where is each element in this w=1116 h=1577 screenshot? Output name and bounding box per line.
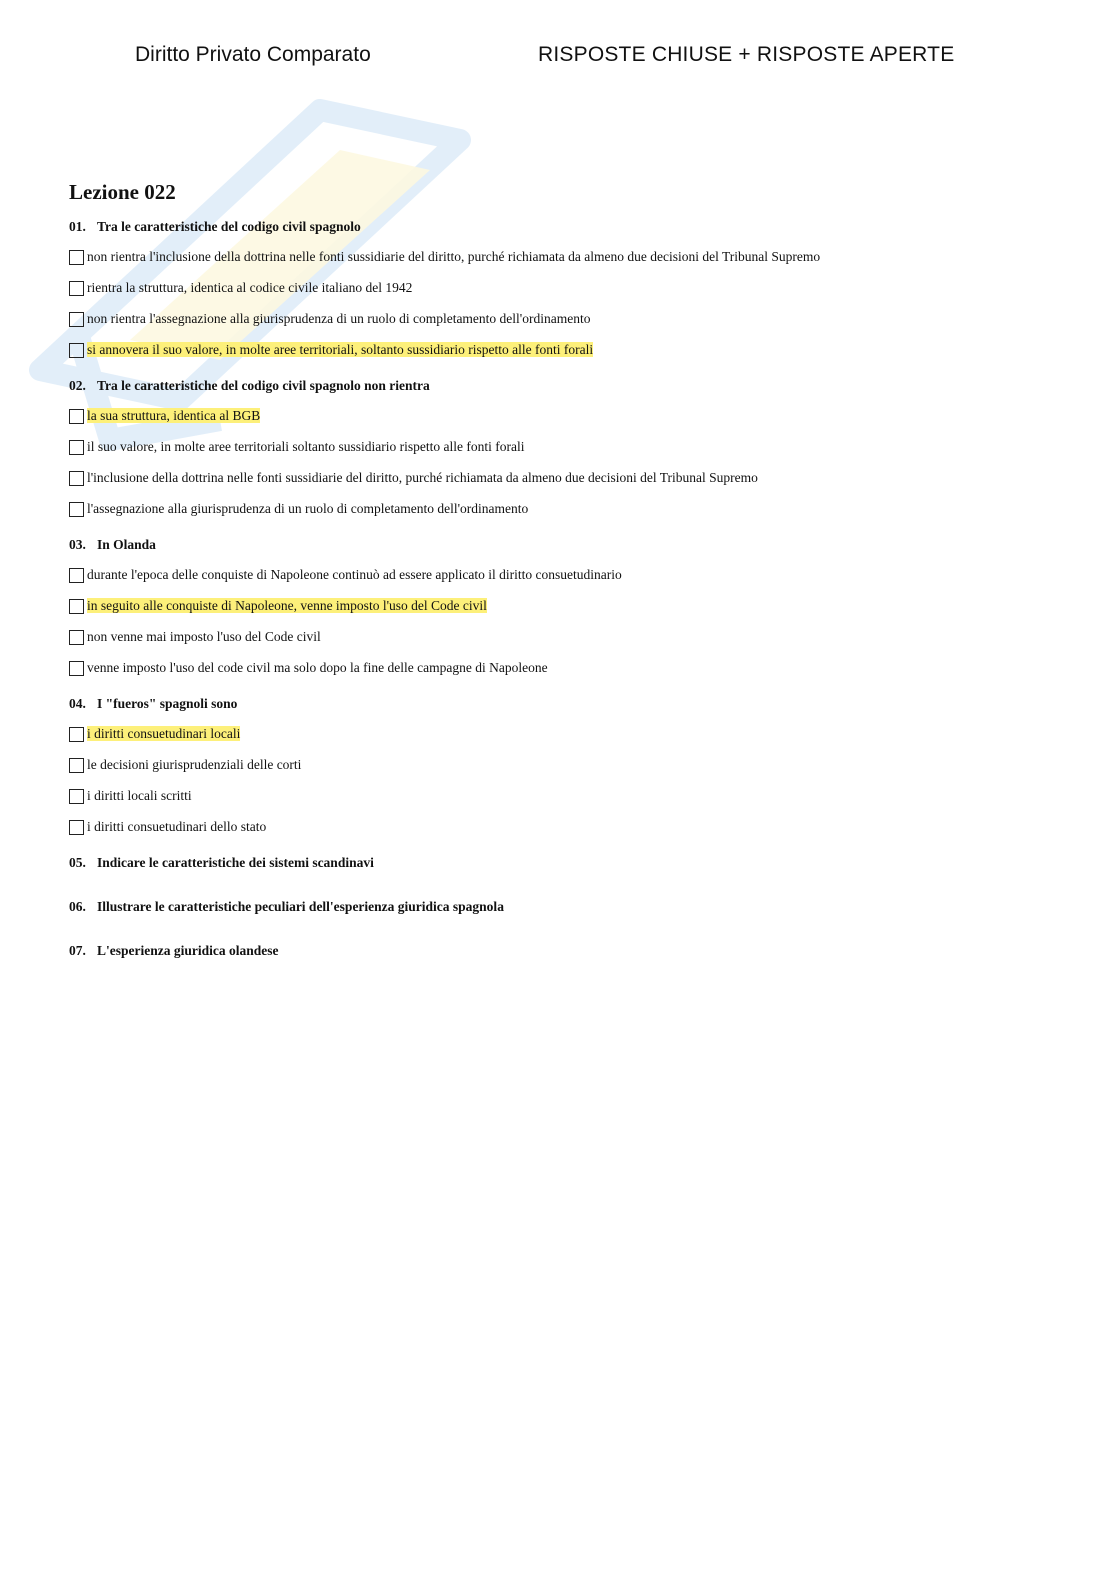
answer-checkbox[interactable] bbox=[69, 343, 84, 358]
answer-checkbox[interactable] bbox=[69, 312, 84, 327]
document-body bbox=[69, 178, 1069, 985]
question-text: I "fueros" spagnoli sono bbox=[97, 696, 238, 711]
question-number: 06. bbox=[69, 899, 86, 914]
answer-text bbox=[87, 308, 590, 330]
answer-label: i diritti consuetudinari dello stato bbox=[87, 819, 267, 834]
answer-label: i diritti locali scritti bbox=[87, 788, 192, 803]
answer-checkbox[interactable] bbox=[69, 727, 84, 742]
answer-text bbox=[87, 246, 820, 268]
answer-checkbox[interactable] bbox=[69, 661, 84, 676]
question-heading bbox=[69, 376, 1069, 396]
answer-text-highlighted bbox=[87, 339, 593, 361]
question-block bbox=[69, 376, 1069, 520]
answer-option[interactable] bbox=[69, 564, 1069, 586]
answer-label: l'assegnazione alla giurisprudenza di un ruolo di completamento dell'ordinamento bbox=[87, 501, 529, 516]
answer-text bbox=[87, 626, 321, 648]
answer-label: l'inclusione della dottrina nelle fonti sussidiarie del diritto, purché richiamata da almeno due decisioni del Tribunal Supremo bbox=[87, 470, 758, 485]
question-text: Illustrare le caratteristiche peculiari dell'esperienza giuridica spagnola bbox=[97, 899, 504, 914]
question-text: L'esperienza giuridica olandese bbox=[97, 943, 279, 958]
answer-text-highlighted bbox=[87, 405, 260, 427]
answer-text bbox=[87, 498, 528, 520]
open-question bbox=[69, 941, 1069, 961]
answer-checkbox[interactable] bbox=[69, 820, 84, 835]
answer-option[interactable] bbox=[69, 657, 1069, 679]
answer-label: i diritti consuetudinari locali bbox=[87, 726, 241, 741]
question-number: 03. bbox=[69, 537, 86, 552]
open-questions bbox=[69, 853, 1069, 961]
answer-checkbox[interactable] bbox=[69, 471, 84, 486]
question-heading bbox=[69, 217, 1069, 237]
question-number: 05. bbox=[69, 855, 86, 870]
answer-text bbox=[87, 564, 622, 586]
answer-label: le decisioni giurisprudenziali delle corti bbox=[87, 757, 302, 772]
question-number: 04. bbox=[69, 696, 86, 711]
answer-checkbox[interactable] bbox=[69, 440, 84, 455]
answer-option[interactable] bbox=[69, 723, 1069, 745]
answer-text bbox=[87, 657, 548, 679]
answer-checkbox[interactable] bbox=[69, 409, 84, 424]
answer-checkbox[interactable] bbox=[69, 281, 84, 296]
open-question bbox=[69, 897, 1069, 917]
answer-checkbox[interactable] bbox=[69, 789, 84, 804]
answer-option[interactable] bbox=[69, 246, 1069, 268]
answer-label: venne imposto l'uso del code civil ma solo dopo la fine delle campagne di Napoleone bbox=[87, 660, 548, 675]
answer-label: non venne mai imposto l'uso del Code civil bbox=[87, 629, 321, 644]
open-question bbox=[69, 853, 1069, 873]
answer-label: la sua struttura, identica al BGB bbox=[87, 408, 261, 423]
answer-checkbox[interactable] bbox=[69, 599, 84, 614]
question-number: 01. bbox=[69, 219, 86, 234]
answer-text bbox=[87, 277, 412, 299]
answer-text bbox=[87, 754, 301, 776]
answer-label: rientra la struttura, identica al codice civile italiano del 1942 bbox=[87, 280, 413, 295]
question-text: Tra le caratteristiche del codigo civil spagnolo bbox=[97, 219, 361, 234]
answer-checkbox[interactable] bbox=[69, 250, 84, 265]
answer-option[interactable] bbox=[69, 595, 1069, 617]
question-block bbox=[69, 217, 1069, 361]
document-type: RISPOSTE CHIUSE + RISPOSTE APERTE bbox=[538, 43, 955, 66]
answer-option[interactable] bbox=[69, 277, 1069, 299]
answer-text bbox=[87, 436, 525, 458]
closed-questions bbox=[69, 217, 1069, 838]
lesson-title: Lezione 022 bbox=[69, 180, 176, 204]
answer-label: non rientra l'inclusione della dottrina nelle fonti sussidiarie del diritto, purché richiamata da almeno due decisioni del Tribunal Supremo bbox=[87, 249, 821, 264]
question-number: 07. bbox=[69, 943, 86, 958]
question-number: 02. bbox=[69, 378, 86, 393]
course-title: Diritto Privato Comparato bbox=[135, 43, 371, 66]
answer-checkbox[interactable] bbox=[69, 502, 84, 517]
page-header bbox=[0, 40, 1116, 70]
answer-text bbox=[87, 467, 758, 489]
answer-label: in seguito alle conquiste di Napoleone, venne imposto l'uso del Code civil bbox=[87, 598, 487, 613]
answer-label: non rientra l'assegnazione alla giurisprudenza di un ruolo di completamento dell'ordinamento bbox=[87, 311, 591, 326]
answer-text bbox=[87, 785, 192, 807]
answer-option[interactable] bbox=[69, 816, 1069, 838]
answer-option[interactable] bbox=[69, 754, 1069, 776]
question-block bbox=[69, 535, 1069, 679]
question-block bbox=[69, 694, 1069, 838]
answer-checkbox[interactable] bbox=[69, 630, 84, 645]
question-text: In Olanda bbox=[97, 537, 156, 552]
answer-label: durante l'epoca delle conquiste di Napoleone continuò ad essere applicato il diritto consuetudinario bbox=[87, 567, 622, 582]
answer-option[interactable] bbox=[69, 785, 1069, 807]
answer-text-highlighted bbox=[87, 595, 487, 617]
answer-label: si annovera il suo valore, in molte aree territoriali, soltanto sussidiario rispetto alle fonti forali bbox=[87, 342, 594, 357]
answer-option[interactable] bbox=[69, 626, 1069, 648]
answer-option[interactable] bbox=[69, 436, 1069, 458]
question-heading bbox=[69, 535, 1069, 555]
question-heading bbox=[69, 694, 1069, 714]
answer-option[interactable] bbox=[69, 467, 1069, 489]
answer-text bbox=[87, 816, 266, 838]
question-text: Indicare le caratteristiche dei sistemi scandinavi bbox=[97, 855, 374, 870]
answer-label: il suo valore, in molte aree territoriali soltanto sussidiario rispetto alle fonti forali bbox=[87, 439, 525, 454]
answer-checkbox[interactable] bbox=[69, 758, 84, 773]
answer-option[interactable] bbox=[69, 339, 1069, 361]
answer-checkbox[interactable] bbox=[69, 568, 84, 583]
answer-text-highlighted bbox=[87, 723, 240, 745]
question-text: Tra le caratteristiche del codigo civil spagnolo non rientra bbox=[97, 378, 430, 393]
answer-option[interactable] bbox=[69, 405, 1069, 427]
answer-option[interactable] bbox=[69, 308, 1069, 330]
answer-option[interactable] bbox=[69, 498, 1069, 520]
